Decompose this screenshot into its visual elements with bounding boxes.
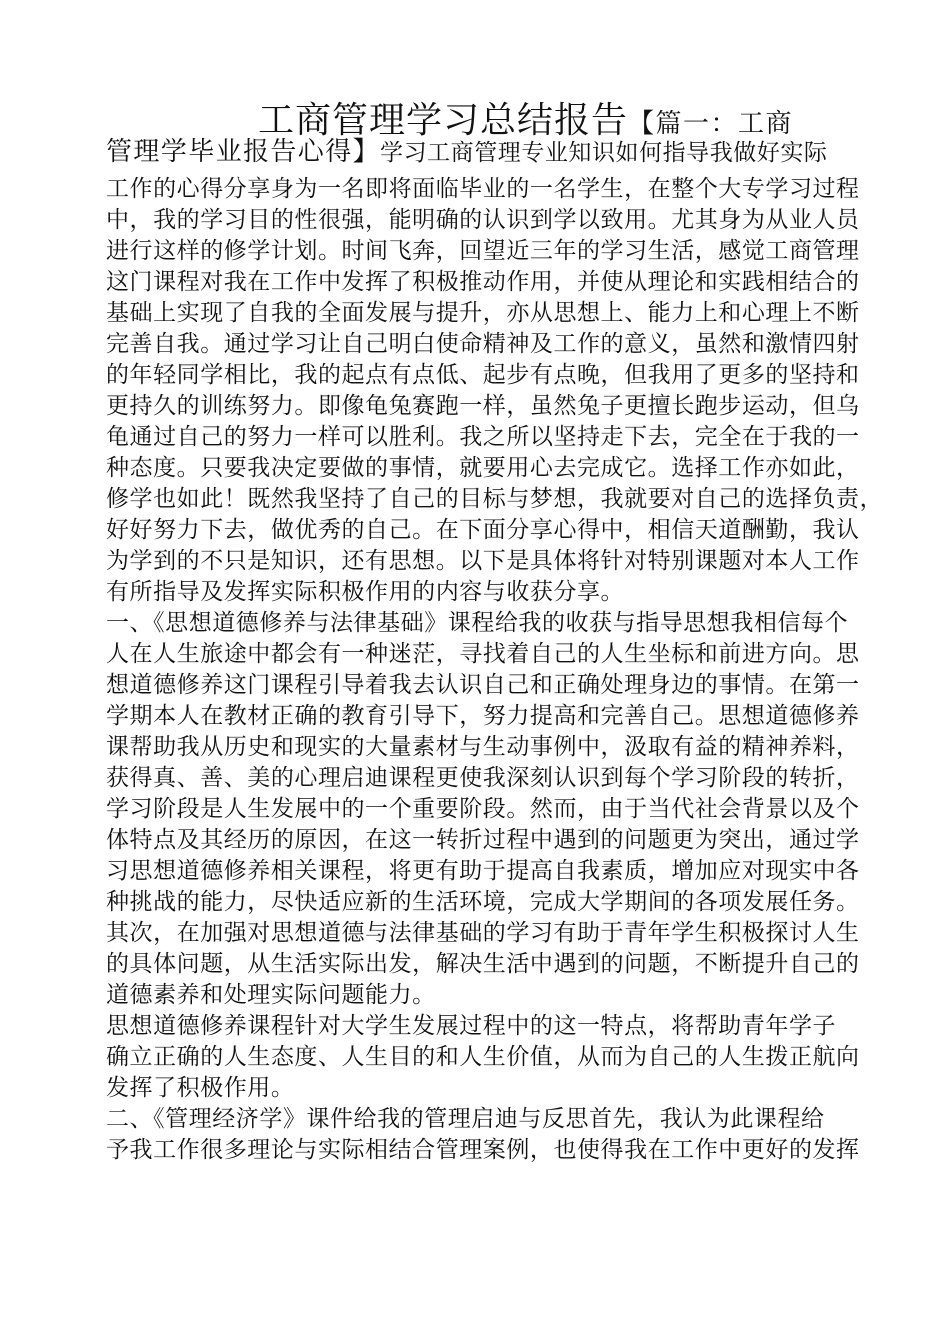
text-line: 为学到的不只是知识，还有思想。以下是具体将针对特别课题对本人工作 <box>106 548 860 574</box>
text-line: 种挑战的能力，尽快适应新的生活环境，完成大学期间的各项发展任务。 <box>106 889 860 915</box>
text-line: 完善自我。通过学习让自己明白使命精神及工作的意义，虽然和激情四射 <box>106 331 860 357</box>
text-line: 道德素养和处理实际问题能力。 <box>106 982 436 1008</box>
text-line: 想道德修养这门课程引导着我去认识自己和正确处理身边的事情。在第一 <box>106 672 860 698</box>
text-line: 人在人生旅途中都会有一种迷茫，寻找着自己的人生坐标和前进方向。思 <box>106 641 860 667</box>
text-line: 确立正确的人生态度、人生目的和人生价值，从而为自己的人生拨正航向 <box>106 1044 860 1070</box>
text-line: 二、《管理经济学》课件给我的管理启迪与反思首先，我认为此课程给 <box>106 1106 825 1132</box>
text-line: 中，我的学习目的性很强，能明确的认识到学以致用。尤其身为从业人员 <box>106 207 860 233</box>
text-line: 工作的心得分享身为一名即将面临毕业的一名学生，在整个大专学习过程 <box>106 176 860 202</box>
text-line: 学习阶段是人生发展中的一个重要阶段。然而，由于当代社会背景以及个 <box>106 796 860 822</box>
text-line: 学期本人在教材正确的教育引导下，努力提高和完善自己。思想道德修养 <box>106 703 860 729</box>
title-main: 工商管理学习总结报告 <box>258 100 629 141</box>
text-line: 好好努力下去，做优秀的自己。在下面分享心得中，相信天道酬勤，我认 <box>106 517 860 543</box>
text-fragment: 学习工商管理专业知识如何指导我做好实际 <box>380 140 828 166</box>
text-line: 发挥了积极作用。 <box>106 1075 295 1101</box>
text-line: 习思想道德修养相关课程，将更有助于提高自我素质，增加应对现实中各 <box>106 858 860 884</box>
text-line: 其次，在加强对思想道德与法律基础的学习有助于青年学生积极探讨人生 <box>106 920 860 946</box>
text-line: 体特点及其经历的原因，在这一转折过程中遇到的问题更为突出，通过学 <box>106 827 860 853</box>
body-line-first <box>106 137 827 167</box>
title-sub-continued: 管理学毕业报告心得】 <box>106 137 381 167</box>
text-line: 进行这样的修学计划。时间飞奔，回望近三年的学习生活，感觉工商管理 <box>106 238 860 264</box>
text-line: 修学也如此！既然我坚持了自己的目标与梦想，我就要对自己的选择负责， <box>106 486 884 512</box>
text-line: 基础上实现了自我的全面发展与提升，亦从思想上、能力上和心理上不断 <box>106 300 860 326</box>
text-line: 予我工作很多理论与实际相结合管理案例，也使得我在工作中更好的发挥 <box>106 1137 860 1163</box>
text-line: 龟通过自己的努力一样可以胜利。我之所以坚持走下去，完全在于我的一 <box>106 424 860 450</box>
text-line: 的年轻同学相比，我的起点有点低、起步有点晚，但我用了更多的坚持和 <box>106 362 860 388</box>
title-sub: 【篇一：工商 <box>628 109 794 139</box>
text-line: 的具体问题，从生活实际出发，解决生活中遇到的问题，不断提升自己的 <box>106 951 860 977</box>
text-line: 更持久的训练努力。即像龟兔赛跑一样，虽然兔子更擅长跑步运动，但乌 <box>106 393 860 419</box>
text-line: 种态度。只要我决定要做的事情，就要用心去完成它。选择工作亦如此， <box>106 455 860 481</box>
text-line: 课帮助我从历史和现实的大量素材与生动事例中，汲取有益的精神养料， <box>106 734 860 760</box>
text-line: 这门课程对我在工作中发挥了积极推动作用，并使从理论和实践相结合的 <box>106 269 860 295</box>
text-line: 思想道德修养课程针对大学生发展过程中的这一特点，将帮助青年学子 <box>106 1013 837 1039</box>
text-line: 获得真、善、美的心理启迪课程更使我深刻认识到每个学习阶段的转折， <box>106 765 860 791</box>
text-line: 一、《思想道德修养与法律基础》课程给我的收获与指导思想我相信每个 <box>106 610 849 636</box>
text-line: 有所指导及发挥实际积极作用的内容与收获分享。 <box>106 579 625 605</box>
